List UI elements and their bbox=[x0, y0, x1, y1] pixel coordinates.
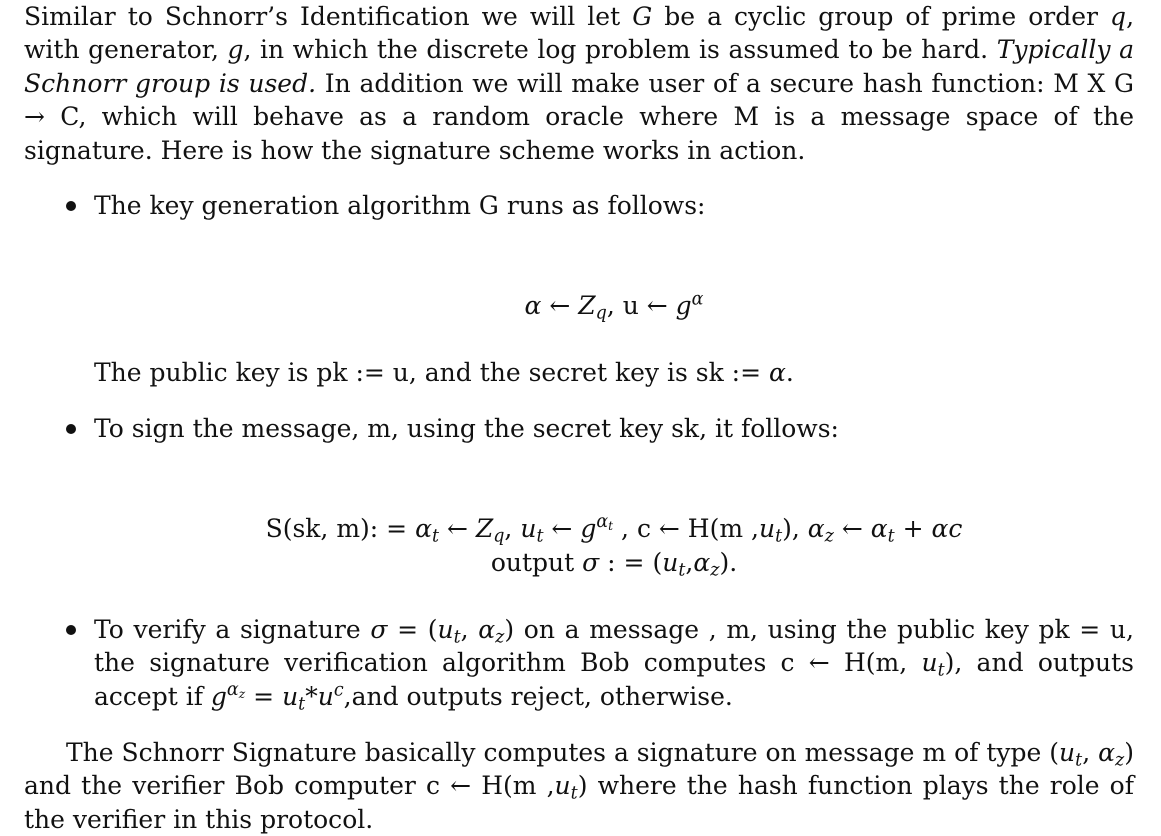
eq-u-assign: , u ← bbox=[606, 291, 676, 320]
keys-text: The public key is pk := u, and the secret key is sk := bbox=[94, 358, 769, 387]
bullet-signing bbox=[24, 412, 1134, 445]
verify-text-1: To verify a signature bbox=[94, 615, 371, 644]
output-close: ). bbox=[719, 548, 738, 577]
sign-equation-line1 bbox=[24, 512, 1161, 545]
verify-c-sup: c bbox=[333, 680, 344, 701]
intro-italic-note: Typically a Schnorr group is used. bbox=[24, 35, 1134, 98]
output-u: u bbox=[662, 548, 679, 577]
sign-z-sub: z bbox=[824, 526, 834, 547]
bullet-verification bbox=[24, 613, 1134, 713]
verify-g-sup bbox=[227, 680, 245, 700]
intro-text-3: , with generator, bbox=[24, 2, 1135, 65]
closing-paragraph bbox=[24, 736, 1134, 836]
verify-text-3: ) on a message , m, using the public key pk = u, the signature verification algorithm Bob computes c ← H(m, bbox=[94, 615, 1134, 678]
sign-heading: To sign the message, m, using the secret key sk, it follows: bbox=[94, 414, 839, 443]
verify-alpha: α bbox=[478, 615, 496, 644]
eq-Z: Z bbox=[578, 291, 596, 320]
sign-arrow: ← bbox=[439, 514, 476, 543]
closing-hash-t: t bbox=[570, 783, 578, 804]
verify-t: t bbox=[453, 627, 461, 648]
closing-t: t bbox=[1075, 750, 1083, 771]
verify-g: g bbox=[210, 681, 227, 711]
sign-alpha-t2: α bbox=[870, 514, 888, 543]
verify-rhs-u: u bbox=[282, 681, 299, 711]
eq-alpha: α bbox=[524, 291, 542, 320]
closing-text-2: ) and the verifier Bob computer c ← H(m , bbox=[24, 738, 1134, 801]
verify-rhs-u2: u bbox=[317, 681, 334, 711]
closing-alpha: α bbox=[1098, 738, 1115, 767]
keys-alpha: α bbox=[769, 358, 786, 387]
sign-alpha-c: αc bbox=[931, 514, 963, 543]
output-sigma: σ bbox=[582, 548, 600, 577]
closing-u: u bbox=[1059, 738, 1076, 767]
verify-z: z bbox=[495, 627, 505, 648]
bullet-dot bbox=[66, 424, 76, 434]
keys-line bbox=[94, 356, 1134, 389]
output-z: z bbox=[710, 560, 720, 581]
eq-alpha-sup: α bbox=[691, 289, 704, 310]
sign-hash-t: t bbox=[775, 526, 783, 547]
sign-comma: , bbox=[504, 514, 521, 543]
sign-u-t-sub: t bbox=[536, 526, 544, 547]
keygen-equation bbox=[24, 289, 1161, 322]
sign-g-sup bbox=[596, 512, 613, 532]
keys-period: . bbox=[785, 358, 794, 387]
output-label: output bbox=[490, 548, 583, 577]
sign-q-sub: q bbox=[493, 526, 505, 547]
verify-sigma: σ bbox=[370, 615, 388, 644]
sign-g: g bbox=[580, 514, 597, 543]
intro-paragraph bbox=[24, 0, 1134, 167]
sign-S: S(sk, m): = bbox=[265, 514, 416, 543]
eq-q-sub: q bbox=[595, 303, 607, 324]
closing-hash-u: u bbox=[554, 771, 571, 801]
verify-comma: , bbox=[460, 615, 479, 644]
output-u-t: t bbox=[678, 560, 686, 581]
closing-text-1: The Schnorr Signature basically computes a signature on message m of type ( bbox=[66, 738, 1060, 767]
sign-sup-alpha: α bbox=[596, 512, 609, 533]
sign-t-sub: t bbox=[431, 526, 439, 547]
output-eq: : = ( bbox=[599, 548, 663, 577]
order-symbol: q bbox=[1110, 2, 1127, 31]
sign-hash: , c ← H(m , bbox=[613, 514, 759, 543]
bullet-dot bbox=[66, 201, 76, 211]
verify-text-2: = ( bbox=[387, 615, 438, 644]
verify-star: * bbox=[305, 681, 318, 711]
group-symbol: G bbox=[632, 2, 653, 31]
verify-rhs-t: t bbox=[298, 694, 306, 715]
sign-alpha-z: α bbox=[807, 514, 825, 543]
sign-t2-sub: t bbox=[887, 526, 895, 547]
intro-text-2: be a cyclic group of prime order bbox=[652, 2, 1111, 31]
bullet-dot bbox=[66, 625, 76, 635]
verify-text-4: ), and outputs accept if bbox=[94, 648, 1134, 711]
closing-z: z bbox=[1114, 750, 1125, 771]
closing-comma: , bbox=[1082, 738, 1099, 767]
verify-eq: = bbox=[245, 681, 283, 711]
eq-g: g bbox=[675, 291, 692, 320]
intro-text-5: In addition we will make user of a secure hash function: M X G → C, which will behave as a random oracle where M is a message space of the signature. Here is how the signature scheme works in action. bbox=[24, 68, 1135, 165]
sign-plus: + bbox=[894, 514, 932, 543]
sign-alpha: α bbox=[415, 514, 432, 543]
verify-text-5: ,and outputs reject, otherwise. bbox=[343, 681, 733, 711]
bullet-key-generation bbox=[24, 189, 1134, 222]
sign-sup-t: t bbox=[608, 519, 614, 534]
closing-text-3: ) where the hash function plays the role of the verifier in this protocol. bbox=[24, 771, 1134, 834]
verify-u: u bbox=[437, 615, 454, 644]
sign-Z: Z bbox=[475, 514, 494, 543]
keygen-heading: The key generation algorithm G runs as follows: bbox=[94, 191, 706, 220]
output-comma: , bbox=[685, 548, 694, 577]
sign-arrow-3: ← bbox=[833, 514, 871, 543]
sign-equation-line2 bbox=[24, 546, 1161, 579]
sign-hash-u: u bbox=[758, 514, 776, 543]
sign-arrow-2: ← bbox=[543, 514, 581, 543]
sign-u: u bbox=[520, 514, 537, 543]
sign-close: ), bbox=[782, 514, 808, 543]
verify-sup-z: z bbox=[238, 687, 246, 702]
output-alpha: α bbox=[693, 548, 711, 577]
intro-text-4: , in which the discrete log problem is assumed to be hard. bbox=[243, 35, 997, 65]
generator-symbol: g bbox=[227, 35, 244, 65]
verify-hash-u: u bbox=[921, 648, 938, 678]
verify-hash-t: t bbox=[937, 660, 945, 681]
eq-arrow: ← bbox=[541, 291, 579, 320]
intro-text-1: Similar to Schnorr’s Identification we will let bbox=[24, 2, 633, 31]
verify-sup-alpha: α bbox=[226, 680, 239, 701]
